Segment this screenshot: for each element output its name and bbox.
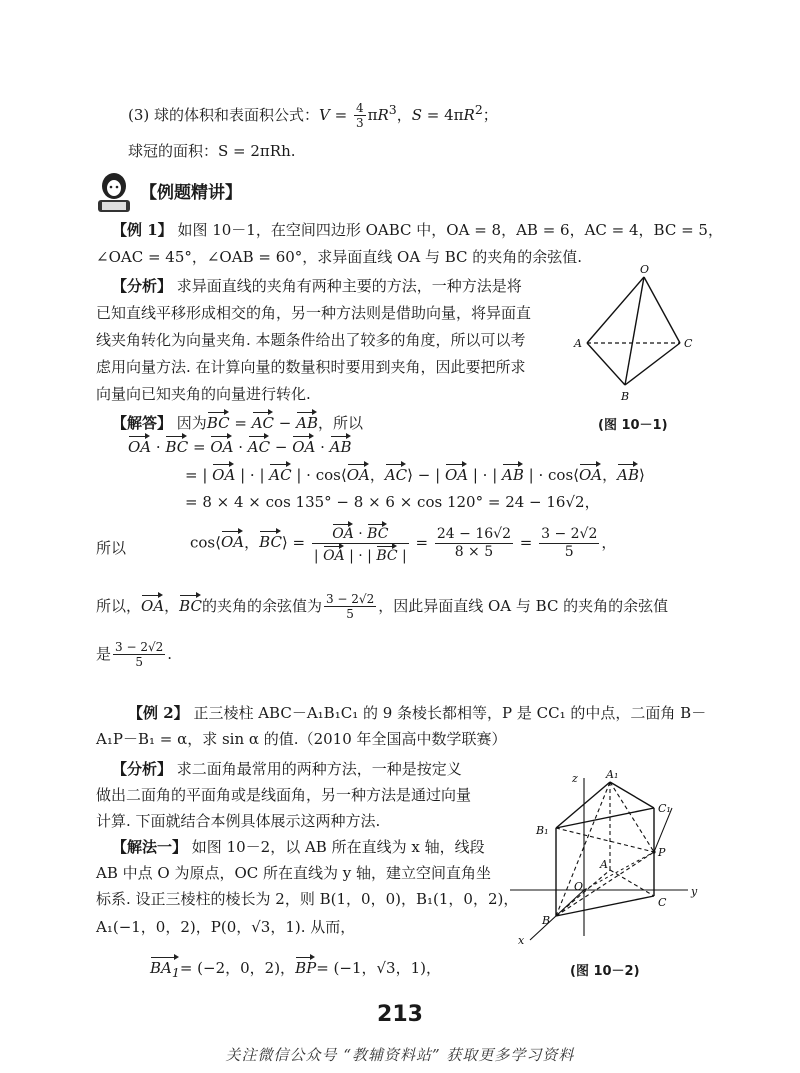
label-O: O: [574, 880, 584, 893]
label-B1: B₁: [536, 824, 549, 837]
example2-vector-line: $BA_1= (-2$，0，2)，BP= (−1，√3，1)，: [150, 955, 441, 980]
figure-10-2-prism: [508, 768, 704, 954]
example1-eq-line3: = 8 × 4 × cos 135° − 8 × 6 × cos 120° = 24 − 16√2，: [185, 493, 600, 511]
example1-cosine-equation: cos⟨OA，BC⟩ = $\frac{OA \cdot BC}{| OA | \cdot | BC |}$ = $\frac{24 - 16√2}{8 \times 5}$ = $\frac{3 - 2√2}{5}$ ，: [190, 522, 616, 565]
example1-statement-line1: 【例 1】 如图 10－1，在空间四边形 OABC 中，OA = 8，AB = 6，AC = 4，BC = 5，: [112, 221, 723, 239]
sphere-formula: (3) 球的体积和表面积公式：V = $\frac{4}{3}$ $\pi R^3$，$S = 4\pi R^2$；: [128, 101, 498, 131]
section-header-icon: [92, 170, 136, 214]
figure-10-1-caption: (图 10－1): [598, 418, 668, 433]
example2-analysis-line2: 做出二面角的平面角或是线面角，另一种方法是通过向量: [96, 786, 472, 804]
example2-label: 【例 2】: [128, 704, 189, 722]
example2-method-line2: AB 中点 O 为原点，OC 所在直线为 y 轴，建立空间直角坐: [96, 864, 492, 882]
label-C: C: [658, 896, 667, 909]
section-header: 【例题精讲】: [140, 183, 242, 203]
label-C: C: [684, 337, 693, 350]
example1-analysis-line5: 向量向已知夹角的向量进行转化.: [96, 385, 311, 403]
example1-conclusion-line1: 所以，OA，BC的夹角的余弦值为 $\frac{3 - 2√2}{5}$ ，因此异面直线 OA 与 BC 的夹角的余弦值: [96, 592, 669, 622]
label-O: O: [640, 263, 650, 276]
label-C1: C₁: [658, 802, 671, 815]
page-number: 213: [377, 1002, 423, 1027]
label-A: A: [600, 858, 608, 871]
label-A: A: [574, 337, 582, 350]
example2-analysis-line1: 【分析】 求二面角最常用的两种方法，一种是按定义: [112, 760, 462, 778]
example1-so-label: 所以: [96, 539, 127, 557]
example1-eq-line2: = | OA | · | AC | · cos⟨OA，AC⟩ − | OA | · | AB | · cos⟨OA，AB⟩: [185, 462, 645, 484]
label-y: y: [691, 885, 698, 898]
example1-analysis-line2: 已知直线平移形成相交的角，另一种方法则是借助向量，将异面直: [96, 304, 532, 322]
label-z: z: [572, 772, 578, 785]
example1-eq-line1: OA · BC = OA · AC − OA · AB: [128, 434, 352, 456]
figure-10-1-tetrahedron: [572, 262, 700, 412]
cap-formula: 球冠的面积：S = 2πRh.: [128, 142, 296, 160]
example1-analysis-line1: 【分析】 求异面直线的夹角有两种主要的方法，一种方法是将: [112, 277, 522, 295]
label-A1: A₁: [606, 768, 619, 781]
label-x: x: [518, 934, 525, 947]
example1-analysis-line3: 线夹角转化为向量夹角. 本题条件给出了较多的角度，所以可以考: [96, 331, 526, 349]
example2-statement-line2: A₁P－B₁ = α，求 sin α 的值.（2010 年全国高中数学联赛）: [96, 730, 507, 748]
label-B: B: [621, 390, 630, 403]
example2-method-line4: A₁(−1，0，2)，P(0，√3，1). 从而，: [96, 918, 356, 936]
example1-analysis-line4: 虑用向量方法. 在计算向量的数量积时要用到夹角，因此要把所求: [96, 358, 526, 376]
label-B: B: [542, 914, 551, 927]
example2-method-line1: 【解法一】 如图 10－2，以 AB 所在直线为 x 轴，线段: [112, 838, 485, 856]
label-P: P: [658, 846, 666, 859]
example2-analysis-line3: 计算. 下面就结合本例具体展示这两种方法.: [96, 812, 381, 830]
example1-statement-line2: ∠OAC = 45°，∠OAB = 60°，求异面直线 OA 与 BC 的夹角的余弦值.: [96, 248, 583, 266]
footer-note: 关注微信公众号 “教辅资料站” 获取更多学习资料: [225, 1046, 575, 1064]
example2-statement-line1: 【例 2】 正三棱柱 ABC－A₁B₁C₁ 的 9 条棱长都相等，P 是 CC₁ 的中点，二面角 B－: [128, 704, 707, 722]
example2-method-line3: 标系. 设正三棱柱的棱长为 2，则 B(1，0，0)，B₁(1，0，2)，: [96, 890, 519, 908]
example1-conclusion-line2: 是 $\frac{3 - 2√2}{5}$ .: [96, 640, 173, 670]
example1-solution-line1: 【解答】 因为BC = AC − AB，所以: [112, 410, 363, 432]
example1-label: 【例 1】: [112, 221, 173, 239]
figure-10-2-caption: (图 10－2): [570, 964, 640, 979]
